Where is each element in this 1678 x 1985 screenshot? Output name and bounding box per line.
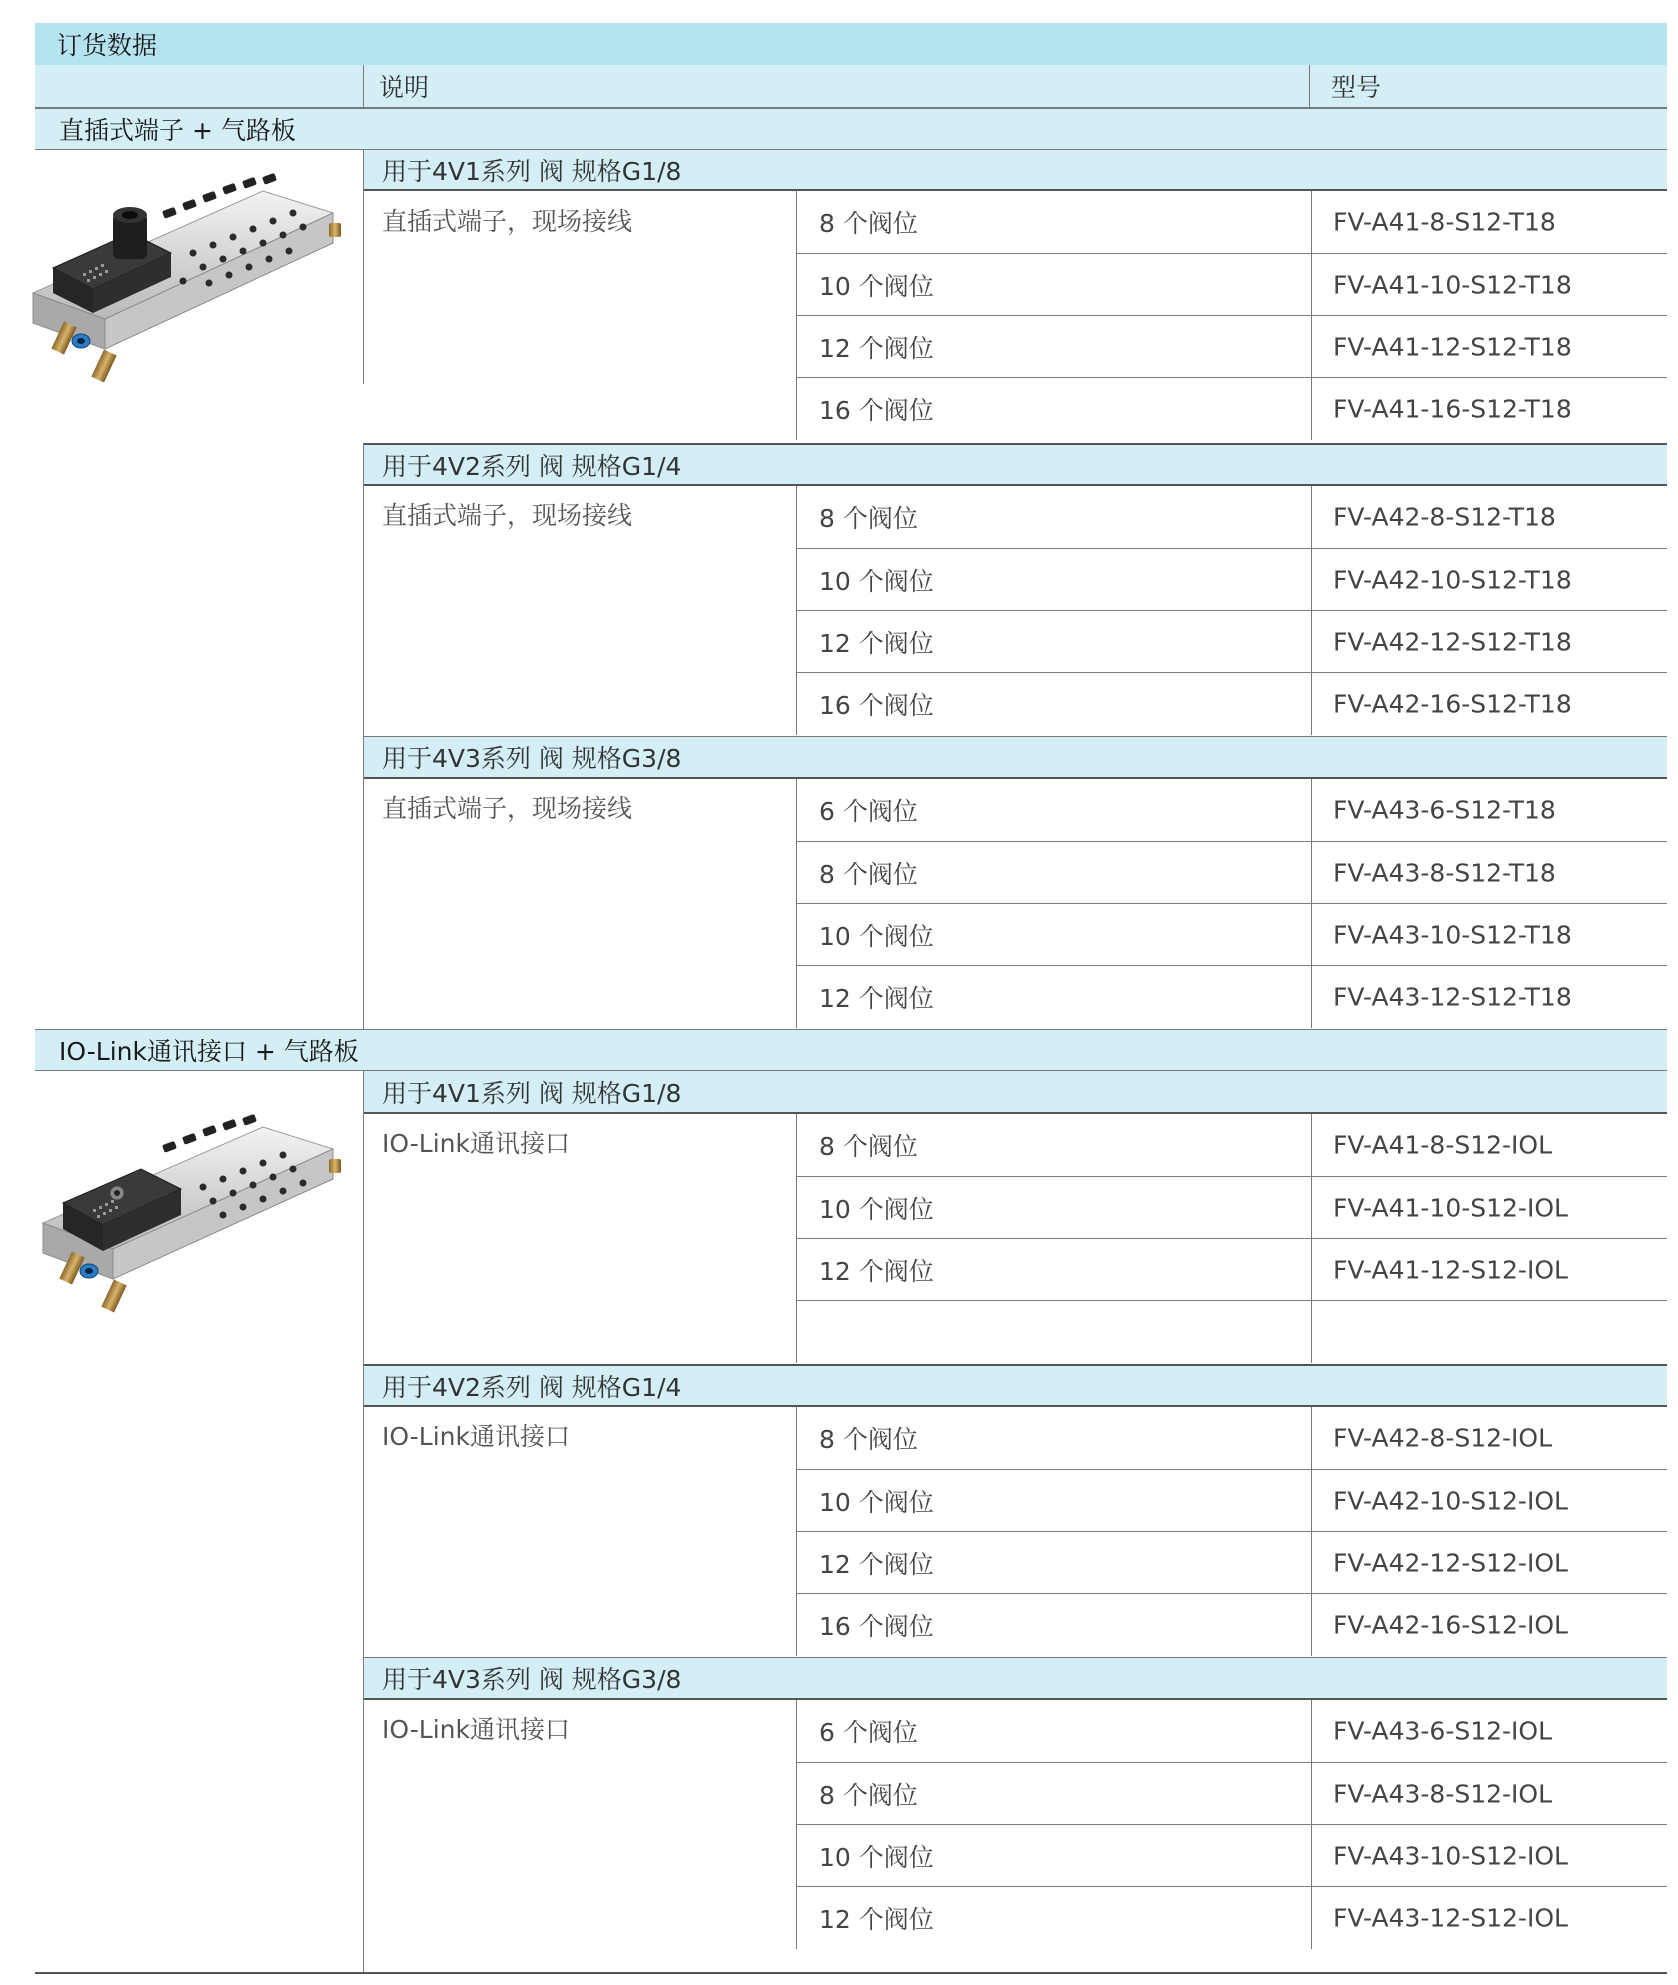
group-description: IO-Link通讯接口 (382, 1715, 570, 1744)
table-row (797, 1825, 1667, 1887)
cell-divider (1311, 1177, 1312, 1238)
model-number: FV-A43-8-S12-IOL (1333, 1779, 1553, 1808)
table-row (797, 378, 1667, 440)
table-row (797, 486, 1667, 549)
group-rows (796, 1114, 1667, 1363)
group-header-label: 用于4V1系列 阀 规格G1/8 (382, 156, 682, 186)
valve-positions: 12 个阀位 (819, 984, 934, 1013)
cell-divider (1311, 191, 1312, 253)
valve-positions: 12 个阀位 (819, 628, 934, 658)
model-number: FV-A41-10-S12-T18 (1333, 270, 1572, 299)
table-row (797, 1470, 1667, 1532)
table-row (797, 254, 1667, 316)
model-number: FV-A41-12-S12-IOL (1333, 1255, 1568, 1284)
table-row (797, 779, 1667, 842)
group-header-label: 用于4V3系列 阀 规格G3/8 (382, 744, 682, 773)
group-rows (796, 779, 1667, 1028)
cell-divider (1311, 842, 1312, 903)
group-4v2-io-link (363, 1364, 1667, 1657)
valve-manifold-terminal-picture (13, 173, 353, 393)
cell-divider (1311, 1239, 1312, 1300)
table-row (797, 1700, 1667, 1763)
section-header-terminal (35, 108, 1667, 150)
table-row (797, 1177, 1667, 1239)
model-number: FV-A43-10-S12-IOL (1333, 1841, 1568, 1870)
valve-positions: 12 个阀位 (819, 1549, 934, 1579)
valve-positions: 8 个阀位 (819, 209, 918, 238)
group-4v3-io-link (363, 1657, 1667, 1972)
valve-positions: 10 个阀位 (819, 1842, 934, 1872)
group-header (364, 1364, 1667, 1407)
model-number: FV-A43-12-S12-T18 (1333, 982, 1572, 1012)
table-row (797, 842, 1667, 904)
group-header-label: 用于4V1系列 阀 规格G1/8 (382, 1078, 682, 1108)
table-row (797, 904, 1667, 966)
table-row (797, 1114, 1667, 1177)
table-row (797, 1887, 1667, 1949)
model-number: FV-A42-12-S12-T18 (1333, 627, 1572, 656)
group-description: IO-Link通讯接口 (382, 1422, 570, 1451)
section-title: IO-Link通讯接口 + 气路板 (59, 1037, 359, 1066)
model-number: FV-A42-16-S12-T18 (1333, 689, 1572, 719)
table-row (797, 1532, 1667, 1594)
group-header (364, 736, 1667, 779)
group-rows (796, 486, 1667, 735)
section-header-io-link (35, 1029, 1667, 1071)
group-header (364, 1071, 1667, 1114)
table-bottom-rule (35, 1972, 1667, 1974)
group-4v1-terminal (363, 150, 1667, 425)
valve-positions: 8 个阀位 (819, 504, 918, 533)
table-row (797, 1763, 1667, 1825)
model-number: FV-A43-6-S12-T18 (1333, 795, 1556, 825)
model-number: FV-A41-16-S12-T18 (1333, 394, 1572, 424)
model-number: FV-A41-12-S12-T18 (1333, 332, 1572, 361)
cell-divider (1311, 1470, 1312, 1531)
cell-divider (1311, 1887, 1312, 1949)
table-row (797, 1407, 1667, 1470)
valve-positions: 8 个阀位 (819, 1425, 918, 1454)
model-number: FV-A42-10-S12-T18 (1333, 565, 1572, 594)
valve-positions: 8 个阀位 (819, 1780, 918, 1810)
model-number: FV-A41-8-S12-IOL (1333, 1130, 1553, 1160)
valve-positions: 12 个阀位 (819, 333, 934, 363)
valve-positions: 6 个阀位 (819, 797, 918, 826)
table-row (797, 611, 1667, 673)
valve-positions: 12 个阀位 (819, 1256, 934, 1286)
cell-divider (1311, 779, 1312, 841)
valve-positions: 8 个阀位 (819, 1132, 918, 1161)
group-4v3-terminal (363, 736, 1667, 1029)
cell-divider (1311, 1114, 1312, 1176)
group-description: IO-Link通讯接口 (382, 1129, 570, 1158)
column-header-model: 型号 (1331, 73, 1382, 102)
cell-divider (1311, 378, 1312, 440)
valve-positions: 6 个阀位 (819, 1718, 918, 1747)
table-row (797, 316, 1667, 378)
model-number: FV-A43-10-S12-T18 (1333, 920, 1572, 949)
cell-divider (1311, 673, 1312, 735)
table-title: 订货数据 (57, 31, 158, 60)
group-description: 直插式端子，现场接线 (382, 794, 633, 823)
group-header (364, 150, 1667, 191)
cell-divider (1311, 1763, 1312, 1824)
table-row (797, 549, 1667, 611)
cell-divider (1311, 316, 1312, 377)
group-rows (796, 1700, 1667, 1949)
table-row (797, 673, 1667, 735)
model-number: FV-A42-8-S12-T18 (1333, 502, 1556, 532)
model-number: FV-A42-10-S12-IOL (1333, 1486, 1568, 1515)
cell-divider (1311, 1594, 1312, 1656)
valve-positions: 8 个阀位 (819, 859, 918, 889)
model-number: FV-A43-12-S12-IOL (1333, 1903, 1568, 1933)
cell-divider (1311, 1825, 1312, 1886)
cell-divider (1311, 1700, 1312, 1762)
group-header (364, 443, 1667, 486)
table-row-empty (797, 1301, 1667, 1363)
table-row (797, 1594, 1667, 1656)
column-divider (363, 65, 364, 107)
valve-positions: 10 个阀位 (819, 271, 934, 301)
cell-divider (1311, 1407, 1312, 1469)
column-header-row (35, 65, 1667, 108)
group-description: 直插式端子，现场接线 (382, 207, 633, 236)
valve-manifold-io-link-picture (13, 1113, 353, 1333)
group-4v2-terminal (363, 443, 1667, 736)
section-title: 直插式端子 + 气路板 (59, 116, 296, 145)
group-header-label: 用于4V2系列 阀 规格G1/4 (382, 451, 682, 481)
table-row (797, 1239, 1667, 1301)
column-divider (1309, 65, 1310, 107)
valve-terminal-product-image (13, 173, 353, 393)
model-number: FV-A42-12-S12-IOL (1333, 1548, 1568, 1577)
group-header-label: 用于4V2系列 阀 规格G1/4 (382, 1372, 682, 1402)
valve-positions: 16 个阀位 (819, 396, 934, 425)
cell-divider (1311, 611, 1312, 672)
group-header (364, 1657, 1667, 1700)
table-row (797, 966, 1667, 1028)
valve-positions: 12 个阀位 (819, 1905, 934, 1934)
cell-divider (1311, 1532, 1312, 1593)
model-number: FV-A41-8-S12-T18 (1333, 207, 1556, 237)
valve-positions: 10 个阀位 (819, 1487, 934, 1517)
valve-positions: 16 个阀位 (819, 691, 934, 720)
group-4v1-io-link (363, 1071, 1667, 1364)
model-number: FV-A42-16-S12-IOL (1333, 1610, 1568, 1640)
group-description: 直插式端子，现场接线 (382, 501, 633, 530)
table-title-bar (35, 23, 1667, 65)
valve-positions: 10 个阀位 (819, 921, 934, 951)
group-rows (796, 1407, 1667, 1656)
group-rows (796, 191, 1667, 440)
order-data-table (35, 23, 1667, 1975)
model-number: FV-A43-8-S12-T18 (1333, 858, 1556, 887)
cell-divider (1311, 254, 1312, 315)
model-number: FV-A41-10-S12-IOL (1333, 1193, 1568, 1222)
cell-divider (1311, 904, 1312, 965)
valve-positions: 10 个阀位 (819, 566, 934, 596)
model-number: FV-A42-8-S12-IOL (1333, 1423, 1553, 1453)
cell-divider (1311, 549, 1312, 610)
table-row (797, 191, 1667, 254)
io-link-product-image (13, 1113, 353, 1333)
valve-positions: 16 个阀位 (819, 1612, 934, 1641)
group-header-label: 用于4V3系列 阀 规格G3/8 (382, 1665, 682, 1694)
cell-divider (1311, 966, 1312, 1028)
cell-divider (1311, 1301, 1312, 1363)
valve-positions: 10 个阀位 (819, 1194, 934, 1224)
model-number: FV-A43-6-S12-IOL (1333, 1716, 1553, 1746)
cell-divider (1311, 486, 1312, 548)
column-header-description: 说明 (379, 73, 430, 102)
